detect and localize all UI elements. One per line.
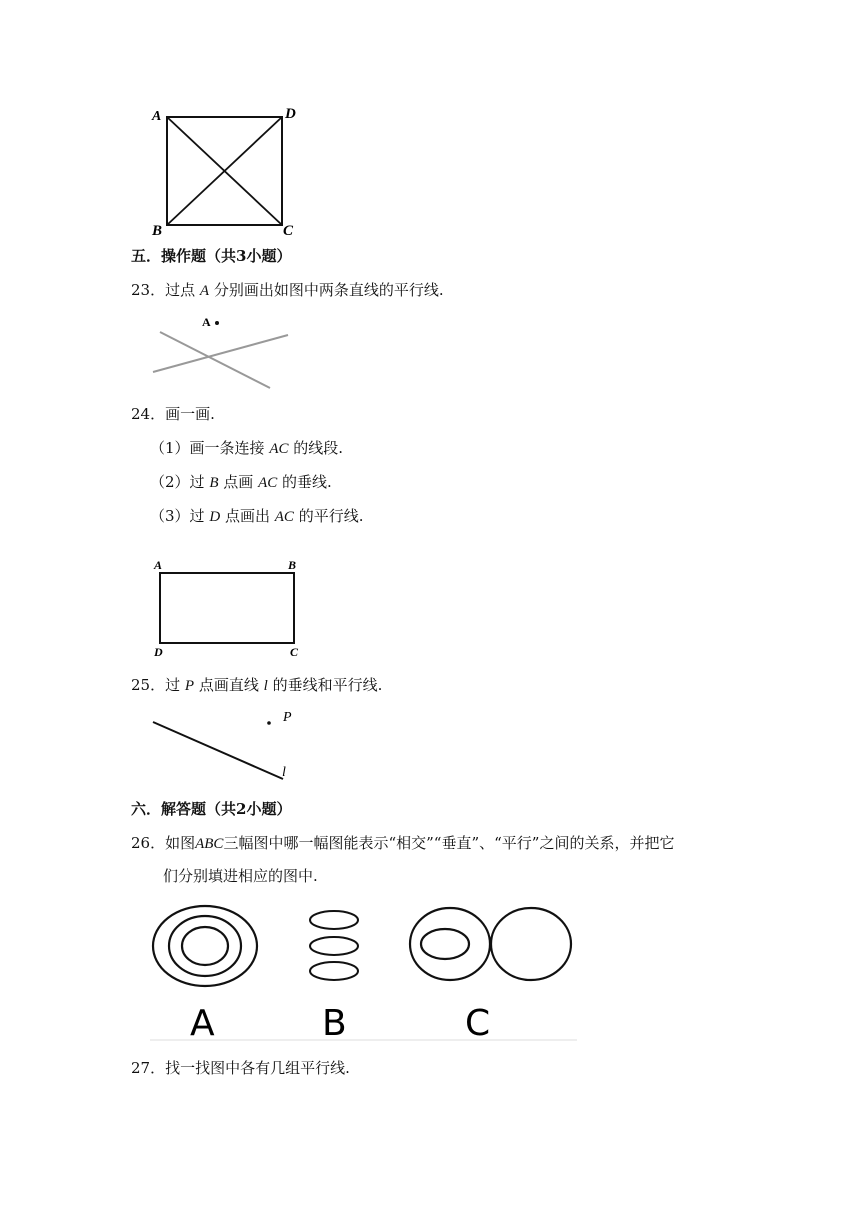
q24-item-2-var2: AC (258, 475, 278, 491)
label-c: C (283, 223, 294, 239)
q26-number: 26． (131, 834, 166, 852)
intersecting-lines-figure (148, 310, 298, 390)
q25-var2: l (263, 678, 268, 694)
question-26-line-2 (163, 866, 318, 886)
diagram-a-middle (169, 916, 241, 976)
section-6-count: 2 (236, 800, 247, 818)
label-a: A (152, 109, 162, 124)
square-diagonals-figure (140, 100, 320, 240)
q24-item-1-pre: （1）画一条连接 (150, 439, 265, 457)
q24-item-2-mid: 点画 (223, 473, 254, 491)
rect-label-c: C (290, 645, 299, 659)
section-5-heading (131, 246, 291, 266)
section-6-tail: 小题） (246, 800, 292, 818)
question-26-line-1 (131, 833, 674, 854)
q27-number: 27． (131, 1059, 166, 1077)
diagram-label-b: B (322, 1003, 347, 1044)
point-a-label: A (202, 315, 211, 329)
q24-item-3 (150, 506, 363, 527)
q24-item-1-post: 的线段. (293, 439, 344, 457)
q24-item-3-pre: （3）过 (150, 507, 205, 525)
label-d: D (285, 106, 296, 122)
q24-number: 24． (131, 405, 166, 423)
venn-diagrams-figure (145, 900, 585, 1045)
q25-post: 的垂线和平行线. (272, 676, 383, 694)
q25-var1: P (184, 678, 195, 694)
q24-item-1-var: AC (269, 441, 289, 457)
diagram-c-right-circle (491, 908, 571, 980)
diagram-b-middle (310, 937, 358, 955)
q26-line1: 三幅图中哪一幅图能表示“相交”“垂直”、“平行”之间的关系，并把它 (223, 834, 675, 852)
diagram-label-c: C (465, 1003, 491, 1044)
rect-label-b: B (288, 558, 297, 572)
section-5-title: 五．操作题（共 (131, 247, 237, 265)
line-two (160, 332, 270, 388)
q26-var: ABC (195, 836, 224, 852)
diagram-c-inner-ellipse (421, 929, 469, 959)
q23-number: 23． (131, 281, 166, 299)
q25-number: 25． (131, 676, 166, 694)
label-b: B (152, 223, 163, 239)
question-27 (131, 1058, 350, 1078)
line-one (153, 335, 288, 372)
q24-item-3-var1: D (209, 509, 221, 525)
point-p-dot (267, 721, 271, 725)
question-25 (131, 675, 382, 696)
q24-item-2-var1: B (209, 475, 219, 491)
q24-item-3-post: 的平行线. (298, 507, 364, 525)
q23-post: 分别画出如图中两条直线的平行线. (213, 281, 444, 299)
q24-item-2-post: 的垂线. (282, 473, 332, 491)
rectangle-outline (160, 573, 294, 643)
q27-text: 找一找图中各有几组平行线. (165, 1059, 350, 1077)
point-p-label: P (283, 710, 292, 725)
section-6-title: 六．解答题（共 (131, 800, 237, 818)
q26-pre: 如图 (165, 834, 196, 852)
q24-item-2 (150, 472, 332, 493)
diagram-b-top (310, 911, 358, 929)
diagram-c (410, 908, 571, 980)
q23-var: A (199, 283, 210, 299)
q25-pre: 过 (165, 676, 181, 694)
diagram-b-bottom (310, 962, 358, 980)
diagram-label-a: A (190, 1003, 215, 1044)
section-6-heading (131, 799, 291, 819)
question-24 (131, 404, 215, 424)
q25-mid: 点画直线 (198, 676, 259, 694)
q24-text: 画一画. (165, 405, 215, 423)
rect-label-d: D (154, 645, 163, 659)
rect-label-a: A (154, 558, 163, 572)
diagram-a-inner (182, 927, 228, 965)
section-5-tail: 小题） (246, 247, 292, 265)
rectangle-figure (145, 552, 315, 662)
q24-item-3-var2: AC (274, 509, 294, 525)
diagram-a (153, 906, 257, 986)
line-l-label: l (282, 765, 286, 780)
diagram-b (310, 911, 358, 980)
section-5-count: 3 (236, 247, 247, 265)
q24-item-2-pre: （2）过 (150, 473, 205, 491)
point-a-dot (215, 321, 219, 325)
q23-pre: 过点 (165, 281, 196, 299)
line-and-point-figure (145, 702, 305, 787)
line-l (153, 722, 283, 779)
q24-item-3-mid: 点画出 (224, 507, 270, 525)
q26-line2: 们分别填进相应的图中. (163, 867, 318, 885)
question-23 (131, 280, 444, 301)
q24-item-1 (150, 438, 343, 459)
